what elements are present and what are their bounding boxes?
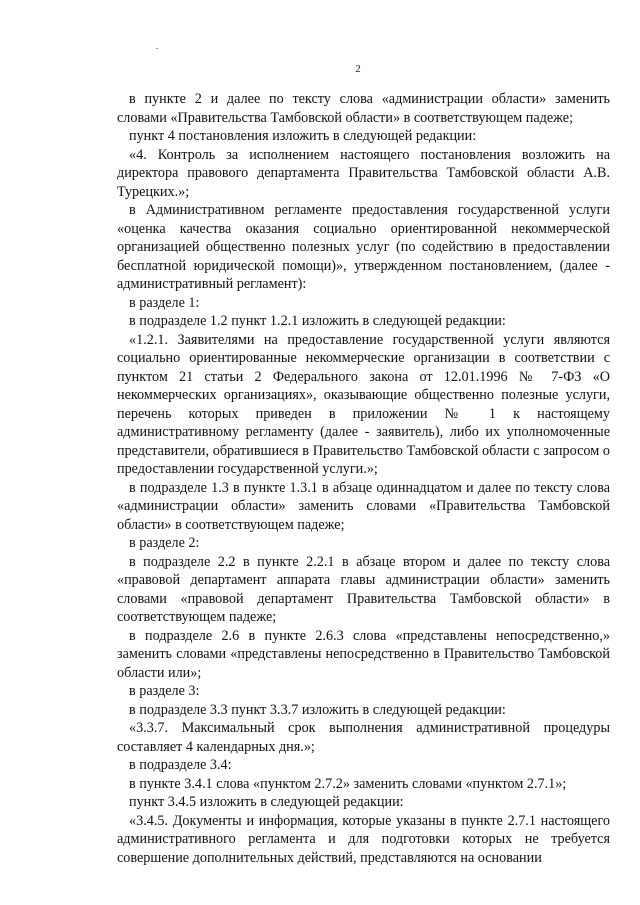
scan-speck: [156, 48, 158, 49]
paragraph-1: в пункте 2 и далее по тексту слова «администрации области» заменить словами «Правительства Тамбовской области» в соответствующем падеже;: [117, 91, 610, 126]
paragraph-4: в Административном регламенте предоставления государственной услуги «оценка качества оказания социально ориентированной некоммерческой организацией общественно полезных услуг (по содействию в предоставлении бесплатной юридической помощи)», утвержденном постановлением, (далее - административный регламент):: [117, 202, 610, 292]
paragraph-12: в разделе 3:: [129, 683, 200, 699]
paragraph-18: «3.4.5. Документы и информация, которые указаны в пункте 2.7.1 настоящего административного регламента и для подготовки которых не требуется совершение дополнительных действий, представляются на основании: [117, 812, 610, 866]
paragraph-3: «4. Контроль за исполнением настоящего постановления возложить на директора правового департамента Правительства Тамбовской области А.В. Турецких.»;: [117, 146, 610, 200]
paragraph-9: в разделе 2:: [129, 535, 200, 551]
paragraph-5: в разделе 1:: [129, 294, 200, 311]
paragraph-15: в подразделе 3.4:: [129, 757, 232, 773]
paragraph-11: в подразделе 2.6 в пункте 2.6.3 слова «представлены непосредственно,» заменить словами «представлены непосредственно в Правительство Тамбовской области или»;: [117, 627, 610, 681]
document-body: [117, 90, 610, 867]
paragraph-10: в подразделе 2.2 в пункте 2.2.1 в абзаце втором и далее по тексту слова «правовой департамент аппарата главы администрации области» заменить словами «правовой департамент Правительства Тамбовской области» в соответствующем падеже;: [117, 553, 610, 625]
paragraph-7: «1.2.1. Заявителями на предоставление государственной услуги являются социально ориентированные некоммерческие организации в соответствии с пунктом 21 статьи 2 Федерального закона от 12.01.1996 № 7-ФЗ «О некоммерческих организациях», оказывающие общественно полезные услуги, перечень которых приведен в приложении № 1 к настоящему административному регламенту (далее - заявитель), либо их уполномоченные представители, обратившиеся в Правительство Тамбовской области с запросом о предоставлении государственной услуги.»;: [117, 331, 610, 477]
paragraph-6: в подразделе 1.2 пункт 1.2.1 изложить в следующей редакции:: [129, 313, 506, 329]
paragraph-17: пункт 3.4.5 изложить в следующей редакции:: [129, 794, 404, 810]
paragraph-13: в подразделе 3.3 пункт 3.3.7 изложить в следующей редакции:: [129, 701, 506, 718]
paragraph-14: «3.3.7. Максимальный срок выполнения административной процедуры составляет 4 календарных дня.»;: [117, 720, 610, 755]
paragraph-2: пункт 4 постановления изложить в следующей редакции:: [129, 128, 477, 144]
page-number: 2: [355, 63, 361, 75]
paragraph-8: в подразделе 1.3 в пункте 1.3.1 в абзаце одиннадцатом и далее по тексту слова «администрации области» заменить словами «Правительства Тамбовской области» в соответствующем падеже;: [117, 479, 610, 533]
paragraph-16: в пункте 3.4.1 слова «пунктом 2.7.2» заменить словами «пунктом 2.7.1»;: [129, 775, 567, 792]
